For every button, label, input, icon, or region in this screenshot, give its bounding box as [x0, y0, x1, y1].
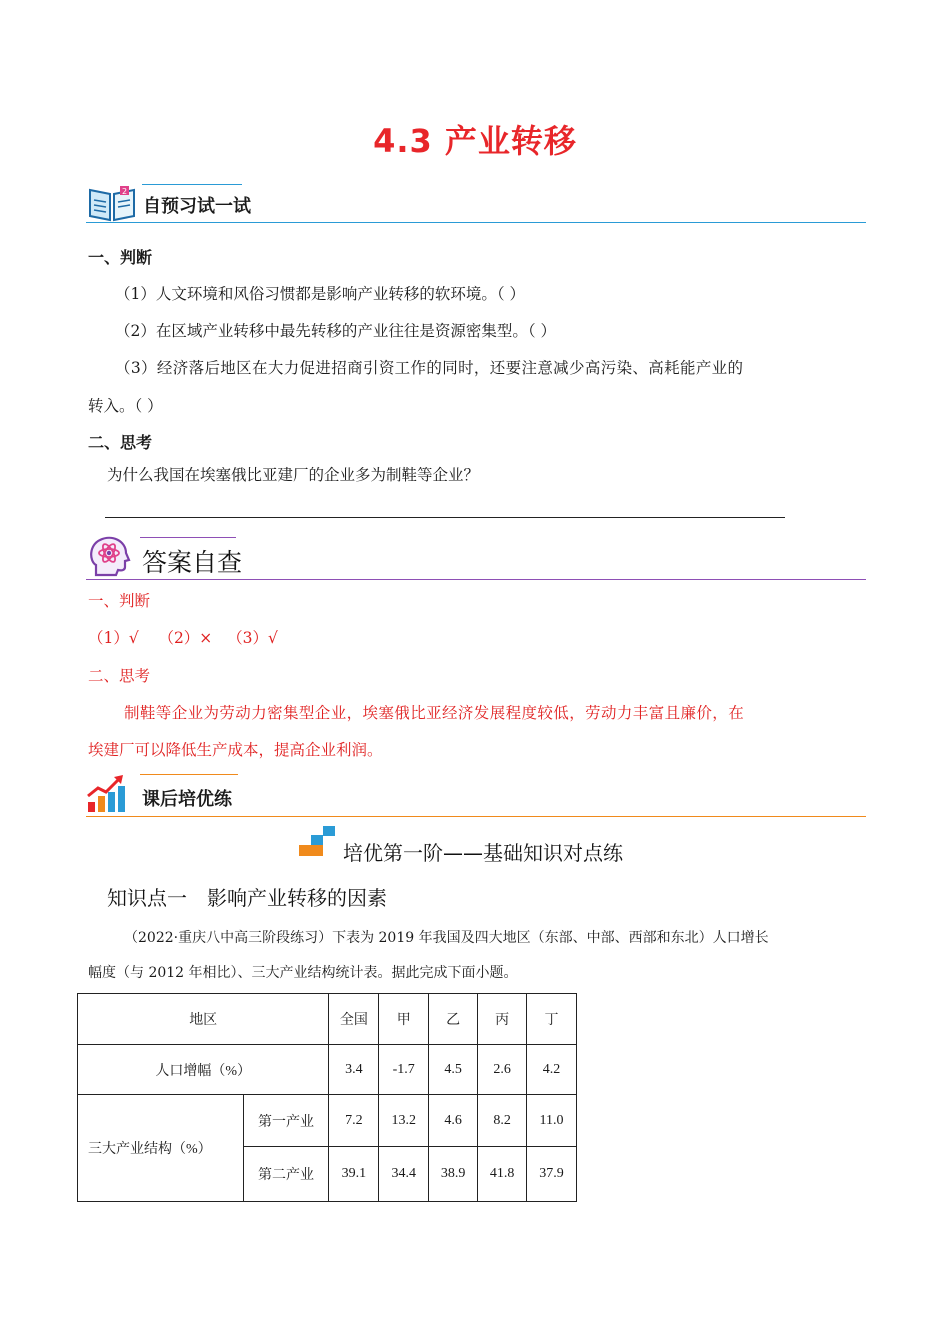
table-cell: 4.6 [429, 1095, 478, 1147]
table-cell: 4.5 [429, 1045, 478, 1095]
section-preview-label: 自预习试一试 [143, 196, 251, 217]
judge-heading: 一、判断 [88, 248, 153, 267]
answer-judge-values: （1）√ （2）× （3）√ [88, 629, 278, 647]
think-heading: 二、思考 [88, 433, 153, 452]
row-label: 人口增幅（%） [78, 1045, 329, 1095]
growth-chart-icon [86, 774, 128, 814]
table-cell: -1.7 [379, 1045, 429, 1095]
section-divider [86, 816, 866, 817]
section-answers-header [86, 533, 866, 583]
section-preview-header [86, 178, 866, 228]
svg-text:2: 2 [121, 187, 128, 196]
table-cell: 38.9 [429, 1147, 478, 1202]
think-question: 为什么我国在埃塞俄比亚建厂的企业多为制鞋等企业？ [107, 466, 480, 484]
open-book-icon [86, 182, 138, 222]
row-sublabel: 第二产业 [243, 1147, 329, 1202]
table-cell: 4.2 [527, 1045, 577, 1095]
page-title: 4.3 产业转移 [373, 122, 577, 160]
answer-think-heading: 二、思考 [88, 667, 151, 685]
row-label: 三大产业结构（%） [78, 1095, 244, 1202]
section-practice-header [86, 770, 866, 818]
answer-judge-heading: 一、判断 [88, 592, 151, 610]
brain-head-icon [86, 533, 132, 579]
header-cell: 甲 [379, 994, 429, 1045]
header-cell: 全国 [329, 994, 379, 1045]
section-top-rule [140, 774, 238, 775]
table-cell: 8.2 [478, 1095, 527, 1147]
table-cell: 2.6 [478, 1045, 527, 1095]
judge-item-3-cont: 转入。（ ） [88, 397, 163, 415]
stairs-icon [298, 825, 338, 857]
question-intro-line-2: 幅度（与 2012 年相比）、三大产业结构统计表。据此完成下面小题。 [88, 965, 518, 981]
table-cell: 37.9 [527, 1147, 577, 1202]
answer-think-line-2: 埃建厂可以降低生产成本，提高企业利润。 [88, 741, 383, 759]
header-cell: 乙 [429, 994, 478, 1045]
table-cell: 34.4 [379, 1147, 429, 1202]
section-answers-label: 答案自查 [142, 548, 243, 577]
table-cell: 39.1 [329, 1147, 379, 1202]
table-cell: 3.4 [329, 1045, 379, 1095]
judge-item-1: （1）人文环境和风俗习惯都是影响产业转移的软环境。（ ） [115, 285, 526, 303]
answer-think-line-1: 制鞋等企业为劳动力密集型企业，埃塞俄比亚经济发展程度较低，劳动力丰富且廉价，在 [124, 704, 745, 722]
header-region: 地区 [78, 994, 329, 1045]
knowledge-point-heading: 知识点一 影响产业转移的因素 [107, 886, 387, 910]
answer-blank-line [105, 517, 785, 518]
question-intro-line-1: （2022·重庆八中高三阶段练习）下表为 2019 年我国及四大地区（东部、中部、西部和东北）人口增长 [124, 930, 769, 946]
row-sublabel: 第一产业 [243, 1095, 329, 1147]
table-header-row [78, 994, 577, 1045]
header-cell: 丁 [527, 994, 577, 1045]
statistics-table [77, 993, 577, 1202]
table-row [78, 1045, 577, 1095]
table-row [78, 1095, 577, 1147]
section-divider [86, 222, 866, 223]
section-divider [86, 579, 866, 580]
section-practice-label: 课后培优练 [142, 789, 232, 810]
table-cell: 11.0 [527, 1095, 577, 1147]
table-cell: 13.2 [379, 1095, 429, 1147]
section-top-rule [140, 537, 236, 538]
tier-title: 培优第一阶——基础知识对点练 [343, 841, 623, 865]
judge-item-2: （2）在区域产业转移中最先转移的产业往往是资源密集型。（ ） [115, 322, 557, 340]
judge-item-3: （3）经济落后地区在大力促进招商引资工作的同时，还要注意减少高污染、高耗能产业的 [115, 359, 744, 377]
table-cell: 41.8 [478, 1147, 527, 1202]
header-cell: 丙 [478, 994, 527, 1045]
table-cell: 7.2 [329, 1095, 379, 1147]
section-top-rule [142, 184, 242, 185]
